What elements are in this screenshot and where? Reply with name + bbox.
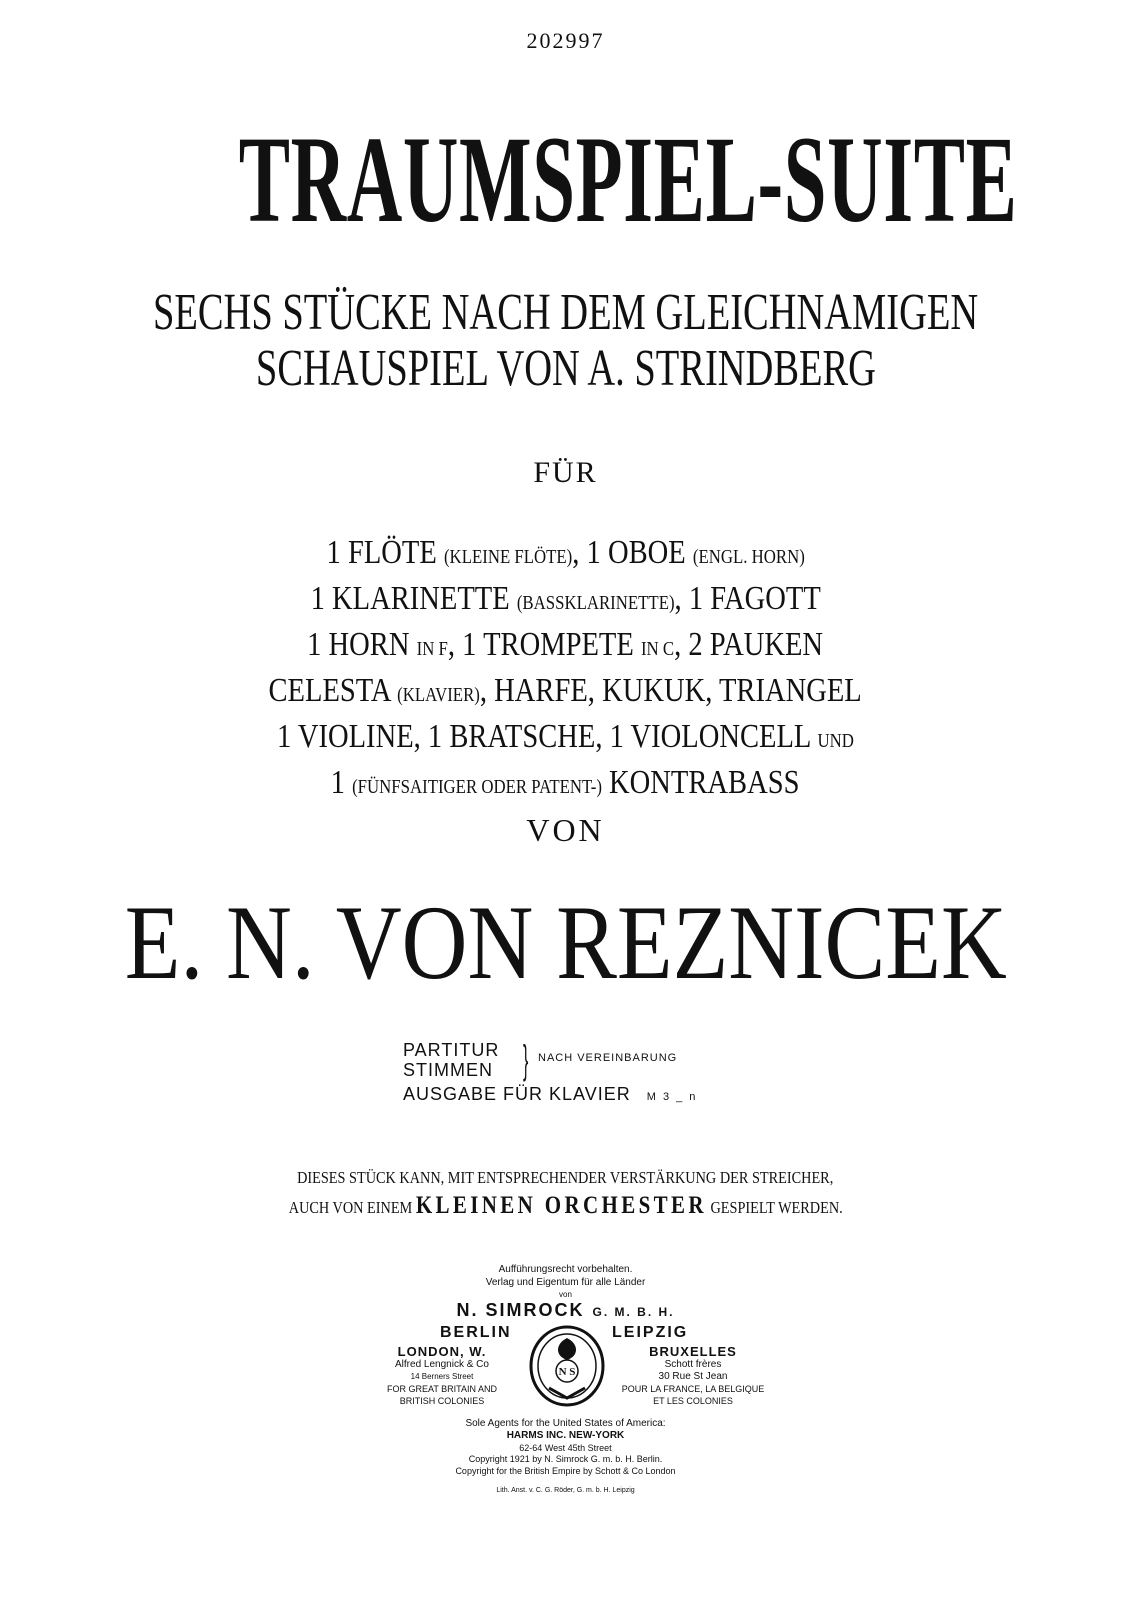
svg-text:N S: N S bbox=[558, 1366, 576, 1378]
performance-rights: Aufführungsrecht vorbehalten. bbox=[498, 1264, 633, 1275]
subtitle-line-1: SECHS STÜCKE NACH DEM GLEICHNAMIGEN bbox=[152, 284, 979, 341]
harms-name: HARMS INC. NEW-YORK bbox=[506, 1430, 625, 1441]
instrumentation-line bbox=[0, 624, 1131, 670]
instrument-detail: IN F bbox=[417, 638, 449, 660]
edition-klavier-price: M 3 _ n bbox=[646, 1091, 698, 1103]
orchestra-note-line-2: AUCH VON EINEM KLEINEN ORCHESTER GESPIELT WERDEN. bbox=[288, 1192, 843, 1219]
instrumentation-line-text bbox=[269, 670, 862, 716]
publisher-seal bbox=[527, 1324, 607, 1408]
instrumentation-line-text bbox=[331, 762, 800, 808]
printer-imprint: Lith. Anst. v. C. G. Röder, G. m. b. H. Leipzig bbox=[496, 1487, 635, 1494]
work-title bbox=[0, 111, 1131, 248]
london-territory-2: BRITISH COLONIES bbox=[399, 1396, 485, 1406]
edition-price-note: NACH VEREINBARUNG bbox=[538, 1052, 678, 1064]
instrument-detail: (BASSKLARINETTE) bbox=[516, 592, 675, 614]
edition-klavier-label: AUSGABE FÜR KLAVIER bbox=[403, 1084, 631, 1104]
instrumentation-line bbox=[0, 578, 1131, 624]
von-label: VON bbox=[526, 812, 605, 848]
editions-block bbox=[403, 1040, 697, 1105]
bruxelles-address: 30 Rue St Jean bbox=[658, 1371, 728, 1382]
plate-number: 202997 bbox=[526, 28, 605, 53]
instrument-detail: (ENGL. HORN) bbox=[692, 546, 805, 568]
bruxelles-agent: Schott frères bbox=[664, 1359, 722, 1370]
composer-name-text: E. N. VON REZNICEK bbox=[124, 884, 1007, 1001]
composer-name bbox=[0, 884, 1131, 1001]
london-address: 14 Berners Street bbox=[410, 1372, 474, 1381]
publisher-name: N. SIMROCK G. M. B. H. bbox=[456, 1300, 675, 1320]
instrument-name: KONTRABASS bbox=[602, 764, 800, 801]
bruxelles-city: BRUXELLES bbox=[649, 1344, 737, 1359]
instrumentation-line-text bbox=[310, 578, 820, 624]
bruxelles-territory: POUR LA FRANCE, LA BELGIQUE bbox=[621, 1384, 765, 1394]
city-leipzig: LEIPZIG bbox=[612, 1324, 689, 1341]
instrument-name: CELESTA bbox=[268, 672, 398, 709]
instrumentation-line bbox=[0, 670, 1131, 716]
edition-klavier bbox=[403, 1084, 697, 1105]
london-territory: FOR GREAT BRITAIN AND bbox=[386, 1384, 497, 1394]
instrument-name: 1 bbox=[331, 764, 353, 801]
seal-emblem-icon bbox=[527, 1324, 607, 1408]
instrument-detail: UND bbox=[817, 730, 854, 752]
instrumentation-line-text bbox=[326, 532, 804, 578]
edition-partitur: PARTITUR bbox=[403, 1040, 500, 1060]
bruxelles-agent-block bbox=[608, 1344, 778, 1407]
publisher-von: von bbox=[559, 1290, 572, 1299]
usa-agents: Sole Agents for the United States of America: bbox=[465, 1418, 666, 1429]
bruxelles-territory-2: ET LES COLONIES bbox=[653, 1396, 733, 1406]
instrument-name: 1 HORN bbox=[307, 626, 418, 663]
instrumentation-line-text bbox=[308, 624, 824, 670]
city-berlin: BERLIN bbox=[440, 1324, 512, 1341]
fuer-label: FÜR bbox=[533, 456, 598, 489]
instrumentation-line-text bbox=[277, 716, 854, 762]
edition-stimmen: STIMMEN bbox=[403, 1060, 493, 1080]
instrument-name: , 2 PAUKEN bbox=[674, 626, 824, 663]
instrumentation-line bbox=[0, 532, 1131, 578]
orchestra-note-line-1: DIESES STÜCK KANN, MIT ENTSPRECHENDER VERSTÄRKUNG DER STREICHER, bbox=[297, 1168, 834, 1187]
london-agent: Alfred Lengnick & Co bbox=[395, 1359, 489, 1370]
copyright-line-2: Copyright for the British Empire by Schott & Co London bbox=[455, 1466, 676, 1476]
subtitle-line-2: SCHAUSPIEL VON A. STRINDBERG bbox=[255, 340, 876, 397]
instrument-name: , 1 OBOE bbox=[572, 534, 693, 571]
brace-glyph: } bbox=[523, 1038, 529, 1082]
kleinen-orchester: KLEINEN ORCHESTER bbox=[415, 1192, 707, 1219]
work-title-text: TRAUMSPIEL-SUITE bbox=[238, 111, 1018, 248]
instrument-name: , 1 FAGOTT bbox=[674, 580, 821, 617]
subtitle bbox=[0, 285, 1131, 397]
instrument-name: 1 FLÖTE bbox=[326, 534, 444, 571]
instrument-name: 1 KLARINETTE bbox=[310, 580, 517, 617]
copyright-line-1: Copyright 1921 by N. Simrock G. m. b. H. Berlin. bbox=[468, 1454, 663, 1464]
instrument-name: , HARFE, KUKUK, TRIANGEL bbox=[480, 672, 863, 709]
london-agent-block bbox=[362, 1344, 522, 1407]
instrument-detail: (FÜNFSAITIGER ODER PATENT-) bbox=[352, 776, 603, 798]
orchestra-note bbox=[0, 1162, 1131, 1222]
instrumentation-list bbox=[0, 532, 1131, 808]
instrumentation-line bbox=[0, 716, 1131, 762]
instrumentation-line bbox=[0, 762, 1131, 808]
london-city: LONDON, W. bbox=[397, 1344, 487, 1359]
instrument-name: , 1 TROMPETE bbox=[448, 626, 642, 663]
publisher-ownership: Verlag und Eigentum für alle Länder bbox=[485, 1277, 646, 1288]
harms-address: 62-64 West 45th Street bbox=[519, 1443, 612, 1453]
instrument-detail: (KLEINE FLÖTE) bbox=[443, 546, 573, 568]
instrument-detail: IN C bbox=[641, 638, 675, 660]
instrument-name: 1 VIOLINE, 1 BRATSCHE, 1 VIOLONCELL bbox=[277, 718, 818, 755]
instrument-detail: (KLAVIER) bbox=[397, 684, 481, 706]
